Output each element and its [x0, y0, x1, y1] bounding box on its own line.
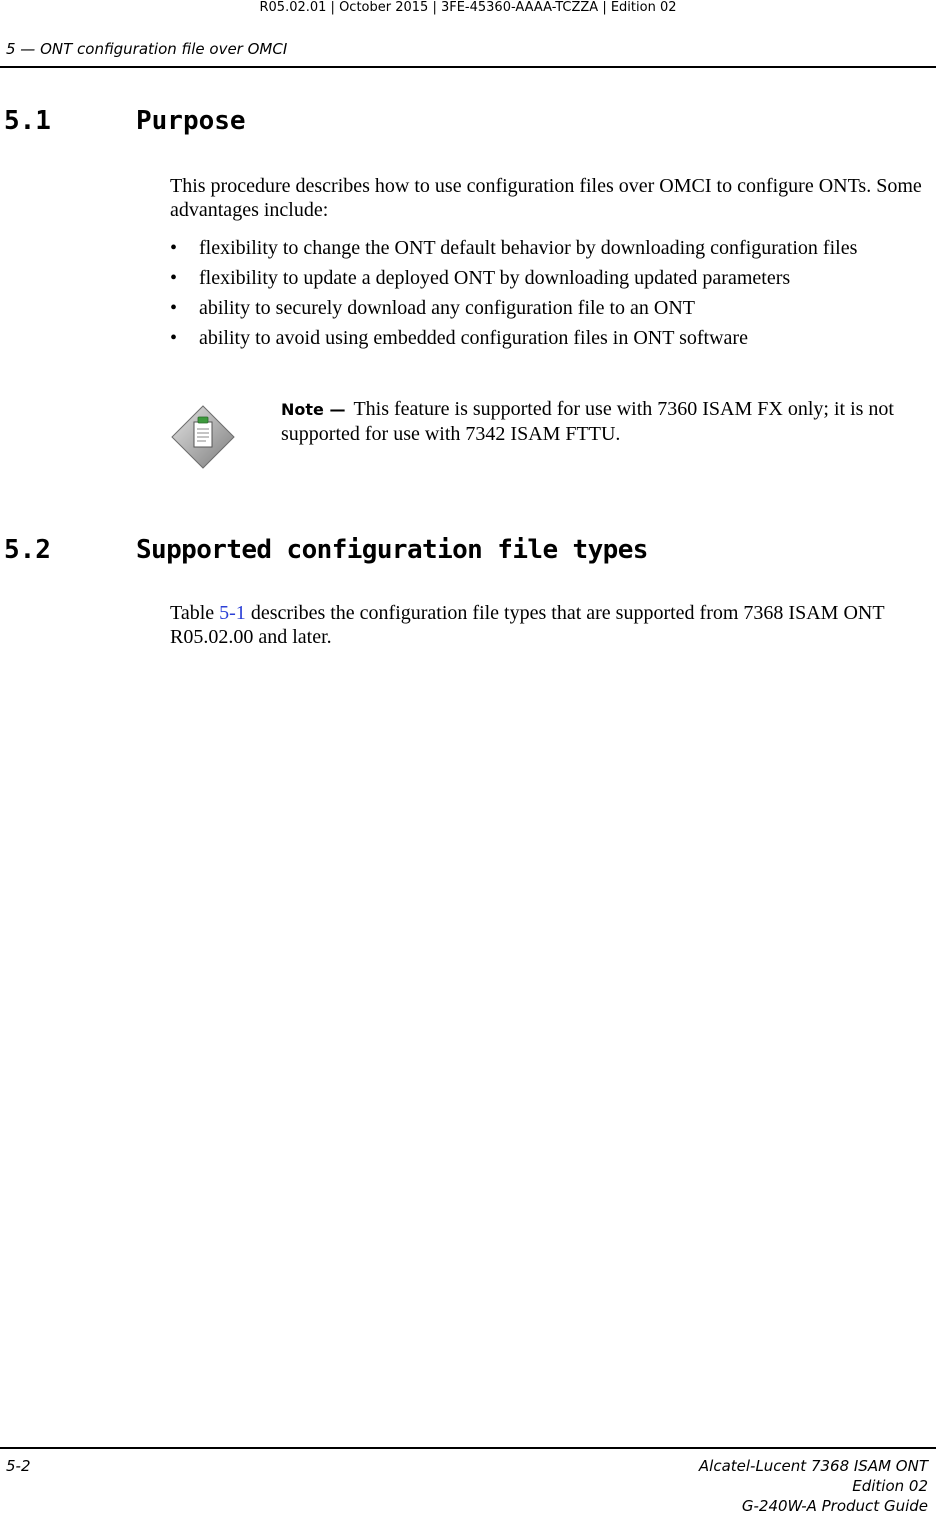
document-id: R05.02.01 | October 2015 | 3FE-45360-AAAA-TCZZA | Edition 02 [259, 0, 677, 15]
product-name: Alcatel-Lucent 7368 ISAM ONT [698, 1457, 928, 1475]
note-text [281, 397, 921, 446]
footer-rule [0, 1447, 936, 1449]
list-item-text: ability to avoid using embedded configuration files in ONT software [199, 327, 748, 349]
guide-name: G-240W-A Product Guide [741, 1497, 928, 1515]
bullet-icon: • [170, 327, 178, 349]
list-item [170, 296, 936, 320]
note-label: Note — [281, 400, 346, 419]
list-item [170, 326, 936, 350]
section-title: Supported configuration file types [136, 535, 648, 565]
section-number: 5.1 [4, 106, 51, 136]
list-item-text: flexibility to change the ONT default behavior by downloading configuration files [199, 237, 858, 259]
running-head: 5 — ONT configuration file over OMCI [6, 40, 288, 58]
table-link[interactable]: 5-1 [219, 602, 246, 624]
paragraph-prefix: Table [170, 602, 215, 624]
list-item-text: flexibility to update a deployed ONT by downloading updated parameters [199, 267, 791, 289]
table-reference-paragraph [170, 601, 936, 649]
paragraph-suffix: describes the configuration file types that are supported from 7368 ISAM ONT R05.02.00 and later. [170, 602, 885, 648]
intro-paragraph: This procedure describes how to use configuration files over OMCI to configure ONTs. Some advantages include: [170, 175, 922, 221]
advantages-list [170, 236, 936, 356]
note-body: This feature is supported for use with 7360 ISAM FX only; it is not supported for use with 7342 ISAM FTTU. [281, 398, 894, 445]
list-item [170, 266, 936, 290]
section-number: 5.2 [4, 535, 51, 565]
list-item-text: ability to securely download any configuration file to an ONT [199, 297, 695, 319]
list-item [170, 236, 936, 260]
header-rule [0, 66, 936, 68]
footer-info [699, 1456, 928, 1516]
edition: Edition 02 [852, 1477, 928, 1495]
bullet-icon: • [170, 297, 178, 319]
note-icon [170, 402, 236, 472]
bullet-icon: • [170, 267, 178, 289]
bullet-icon: • [170, 237, 178, 259]
page-number: 5-2 [6, 1457, 31, 1475]
section-title: Purpose [136, 106, 246, 136]
